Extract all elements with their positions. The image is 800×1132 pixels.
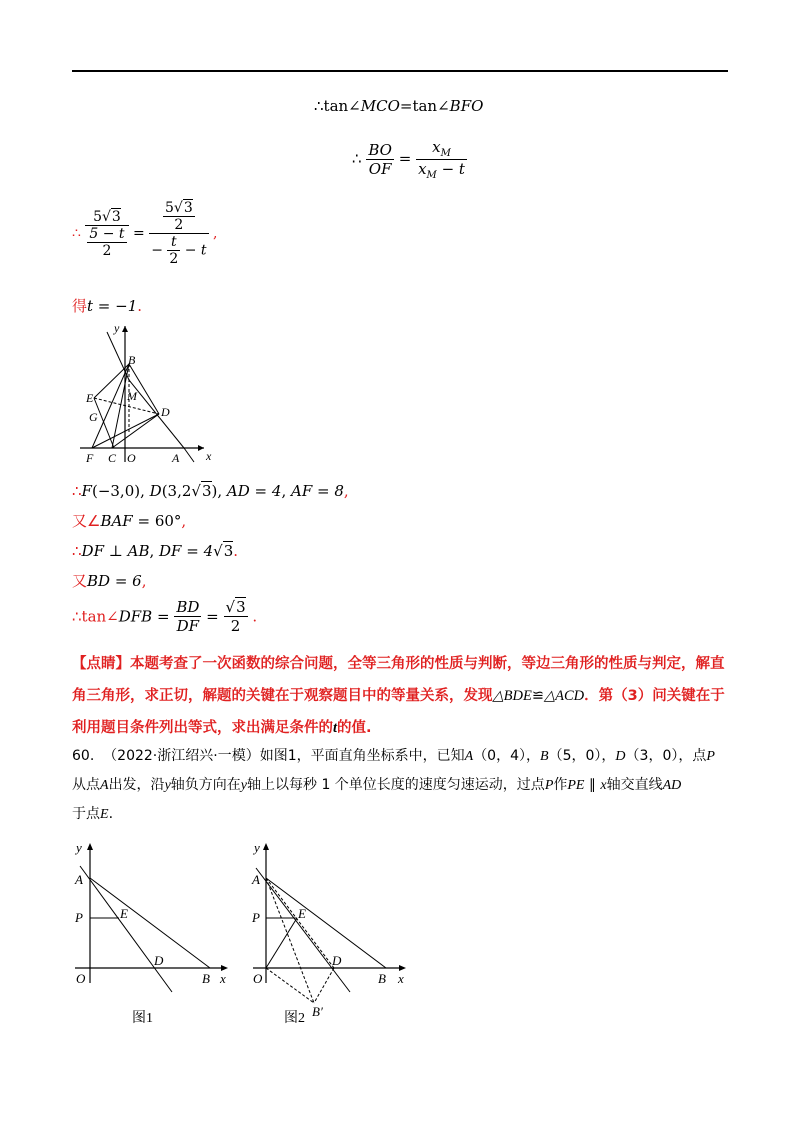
perp-prefix: ∴ <box>72 542 82 560</box>
fig1-label-o: O <box>76 971 86 986</box>
step2-num2-sub: M <box>440 148 451 159</box>
angle-value: = 60° <box>132 512 182 530</box>
problem-l2-AD: AD <box>662 778 682 793</box>
problem-l2d: 轴上以每秒 1 个单位长度的速度匀速运动，过点 <box>247 777 545 793</box>
tan-prefix: ∴tan∠ <box>72 607 119 626</box>
coord-af: AF = 8 <box>290 482 344 500</box>
step2-den2-sub: M <box>426 170 437 181</box>
step2-frac-right <box>416 138 467 181</box>
step3-rhs-num-frac: $\frac{5√3}{2}$ <box>164 200 193 233</box>
step1-lhs: MCO <box>360 97 400 115</box>
step2-num1: BO <box>368 141 392 159</box>
fig-top-label-o: O <box>127 451 136 465</box>
note-cong: ≌ <box>531 688 544 704</box>
coord-d-rad: 3 <box>201 482 212 500</box>
step3-rhs-den-num: t <box>167 234 180 251</box>
fig-top-label-g: G <box>89 410 98 424</box>
note-paragraph <box>72 648 732 744</box>
problem-p: P <box>706 749 715 764</box>
fig2-label-e: E <box>298 906 306 921</box>
fig1-label-d: D <box>154 953 164 968</box>
coord-prefix: ∴ <box>72 482 82 500</box>
coord-d: D <box>149 482 162 500</box>
fig2-label-o: O <box>253 971 263 986</box>
step2-num2: x <box>432 138 441 156</box>
figure-coordinate-triangle <box>72 320 212 468</box>
step3-lhs-num-coef: 5 <box>93 208 102 225</box>
fig-top-label-e: E <box>86 391 94 405</box>
problem-b: B <box>540 749 549 764</box>
problem-l2-PE: PE <box>567 778 585 793</box>
problem-l2e: 作 <box>553 777 568 793</box>
line-angle <box>72 511 186 531</box>
note-body1: 本题考查了一次函数的综合问题，全等三角形的性质与判断，等边三角形的性质与判定，解直角三角形，求正切，解题的关键在于观察题目中的等量关系，发现 <box>72 656 725 704</box>
problem-d: D <box>615 749 626 764</box>
tan-eq2: = <box>206 607 224 626</box>
fig1-caption: 图1 <box>132 1011 153 1026</box>
fig1-label-b: B <box>202 971 210 986</box>
problem-l2b: 出发，沿 <box>108 777 165 793</box>
tan-frac2: $\frac{√3}{2}$ <box>225 598 246 635</box>
step3-tail: , <box>213 225 218 242</box>
problem-a-coord: （0，4） <box>473 748 527 764</box>
note-body2: ．第（3）问关键在于利用题目条件列出等式，求出满足条件的 <box>72 688 725 736</box>
step3-rhs-den-tail: − t <box>184 242 207 259</box>
problem-text1: 如图1，平面直角坐标系中，已知 <box>259 748 465 764</box>
tan-tail: . <box>252 607 258 626</box>
problem-60 <box>72 742 732 829</box>
line-coordinates: ∴F(−3,0), D(3,2√3), AD = 4, AF = 8, <box>72 482 349 500</box>
step3-rhs-num-den: 2 <box>174 217 184 233</box>
step3-lhs-frac: $\frac{5√3}{\frac{5 - t}{2}}$ <box>85 209 128 259</box>
tan-den2: 2 <box>230 617 241 635</box>
fig-top-label-y: y <box>114 321 120 335</box>
result-t <box>72 296 142 316</box>
line-perpendicular: ∴DF ⊥ AB, DF = 4√3. <box>72 542 239 560</box>
angle-tail: , <box>181 512 187 530</box>
tan-num: BD <box>176 598 200 616</box>
problem-l2-x: x <box>600 778 607 793</box>
step3-rhs-num-rad: 3 <box>183 200 193 216</box>
step3-rhs-den-den: 2 <box>169 251 179 267</box>
step1-prefix: ∴tan∠ <box>314 97 361 115</box>
problem-l2-A: A <box>100 778 109 793</box>
step1-eq: =tan∠ <box>399 97 450 115</box>
problem-l2-P: P <box>544 778 554 793</box>
line-bd <box>72 571 147 591</box>
fig2-label-a: A <box>252 872 260 887</box>
problem-l2-y1: y <box>164 778 171 793</box>
problem-b-coord: （5，0） <box>548 748 602 764</box>
fig2-label-y: y <box>254 840 260 855</box>
step3-eq: = <box>133 225 145 242</box>
tan-eq: = <box>152 607 175 626</box>
fig-top-label-x: x <box>206 449 212 463</box>
angle-prefix: 又∠ <box>72 512 101 530</box>
fig-top-label-f: F <box>86 451 94 465</box>
fig2-caption: 图2 <box>284 1011 305 1026</box>
problem-line2 <box>72 771 732 800</box>
step-ratio <box>352 138 467 181</box>
fig2-label-b: B <box>378 971 386 986</box>
line-tan-dfb <box>72 598 257 635</box>
coord-ad: AD = 4 <box>226 482 282 500</box>
fig2-label-bprime: B′ <box>312 1004 323 1019</box>
problem-l2c: 轴负方向在 <box>170 777 241 793</box>
perp-text2: DF = 4 <box>159 542 214 560</box>
coord-f-value: (−3,0) <box>91 482 141 500</box>
step3-rhs-den-sign: − <box>151 242 163 259</box>
problem-d-coord: （3，0） <box>625 748 679 764</box>
bd-tail: , <box>141 572 147 590</box>
note-var: t <box>333 720 338 736</box>
problem-line3 <box>72 800 732 829</box>
note-body3: 的值. <box>337 720 372 736</box>
step2-eq: = <box>398 149 412 168</box>
step3-rhs-num-coef: 5 <box>164 200 174 216</box>
fig1-label-e: E <box>120 906 128 921</box>
perp-text1: DF ⊥ AB <box>81 542 150 560</box>
problem-l3a: 于点 <box>72 806 100 822</box>
note-tri1: △BDE <box>492 688 532 704</box>
step-tan-equality <box>314 96 483 116</box>
problem-l2-par: ∥ <box>584 777 601 793</box>
fig-top-label-a: A <box>172 451 180 465</box>
fig2-label-x: x <box>398 971 404 986</box>
perp-tail: . <box>233 542 239 560</box>
fig2-label-d: D <box>332 953 342 968</box>
result-t-tail: . <box>137 297 143 315</box>
bd-prefix: 又 <box>72 572 88 590</box>
step3-rhs-frac <box>149 200 208 267</box>
problem-l2a: 从点 <box>72 777 100 793</box>
step2-den1: OF <box>368 160 392 178</box>
problem-l2-y2: y <box>240 778 247 793</box>
step2-frac-left <box>366 141 394 178</box>
step3-lhs-den-frac <box>87 226 126 259</box>
coord-d-pre: (3,2 <box>161 482 192 500</box>
problem-l3b: . <box>108 806 114 822</box>
tan-angle: DFB <box>118 607 153 626</box>
problem-number: 60. <box>72 748 95 764</box>
problem-l2f: 轴交直线 <box>606 777 663 793</box>
problem-line1: 60. （2022·浙江绍兴·一模）如图1，平面直角坐标系中，已知A（0，4），B（5，0），D（3，0），点P <box>72 748 715 764</box>
tan-num2-rad: 3 <box>236 598 246 616</box>
step3-rhs-den-frac <box>167 234 180 267</box>
note-tri2: △ACD <box>544 688 585 704</box>
fig1-label-p: P <box>75 910 83 925</box>
problem-source: （2022·浙江绍兴·一模） <box>103 748 260 764</box>
coord-f: F <box>81 482 92 500</box>
bd-text: BD = 6 <box>87 572 142 590</box>
problem-l3-E: E <box>100 807 109 822</box>
fig-top-label-m: M <box>127 389 137 403</box>
step3-lhs-num-rad: 3 <box>111 208 121 225</box>
step3-prefix: ∴ <box>72 225 81 242</box>
coord-tail: , <box>343 482 349 500</box>
figure-2 <box>248 838 418 1038</box>
step2-den2-tail: − t <box>436 160 465 178</box>
figure-1 <box>70 838 240 1038</box>
problem-text2: ，点 <box>678 748 707 764</box>
tan-frac1 <box>174 598 201 635</box>
fig1-label-x: x <box>220 971 226 986</box>
problem-a: A <box>464 749 474 764</box>
step2-prefix: ∴ <box>352 149 362 168</box>
step1-rhs: BFO <box>449 97 484 115</box>
step2-den2: x <box>418 160 427 178</box>
step-substitution <box>72 200 217 267</box>
result-t-prefix: 得 <box>72 297 88 315</box>
header-rule <box>72 70 728 72</box>
fig-top-label-b: B <box>128 353 136 367</box>
fig-top-label-c: C <box>108 451 117 465</box>
step3-lhs-den-den: 2 <box>102 242 112 259</box>
perp-rad: 3 <box>223 542 234 560</box>
coord-d-post: ) <box>211 482 218 500</box>
tan-den: DF <box>176 617 200 635</box>
note-tag: 【点睛】 <box>72 656 130 672</box>
fig1-label-a: A <box>75 872 83 887</box>
fig-top-label-d: D <box>161 405 170 419</box>
fig2-label-p: P <box>252 910 260 925</box>
result-t-expr: t = −1 <box>87 297 138 315</box>
fig1-label-y: y <box>76 840 82 855</box>
angle-name: BAF <box>100 512 133 530</box>
step3-lhs-den-num: 5 − t <box>89 225 125 242</box>
